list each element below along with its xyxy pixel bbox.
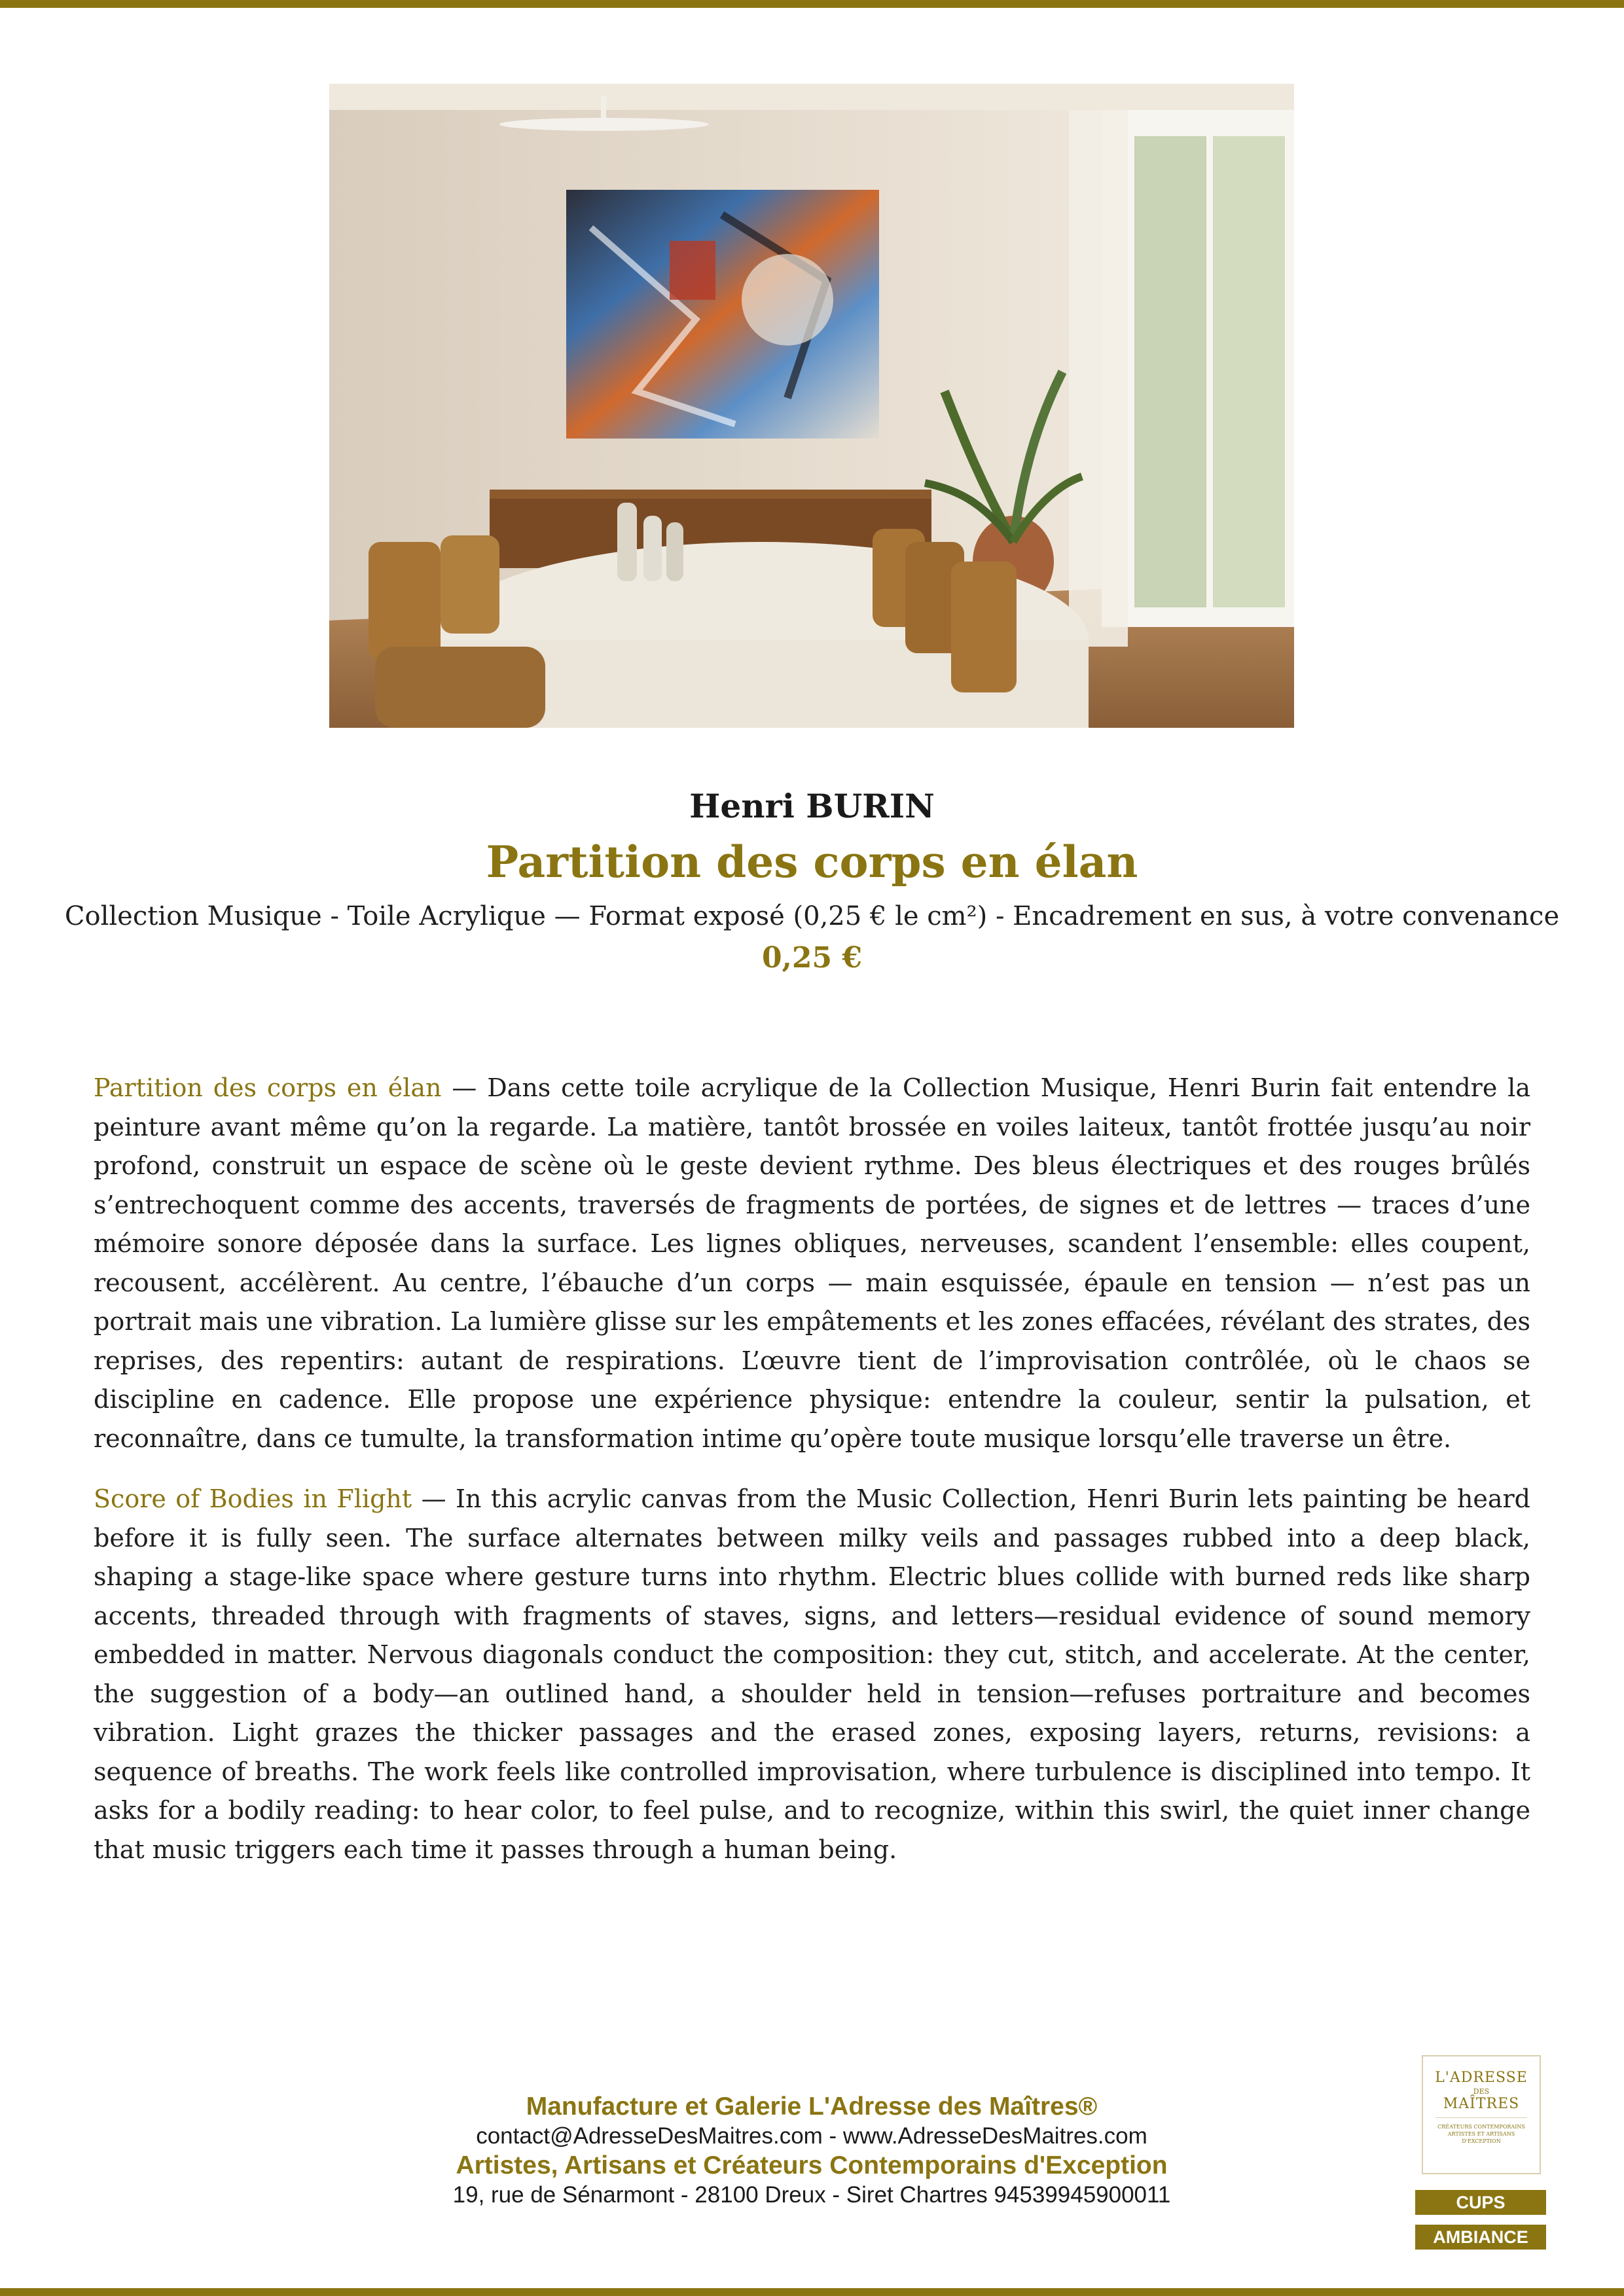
artwork-title: Partition des corps en élan (486, 836, 1138, 888)
footer-company: Manufacture et Galerie L'Adresse des Maîtres® (526, 2092, 1098, 2121)
logo-line-1: L'ADRESSE (1435, 2070, 1528, 2086)
artwork-description (94, 1069, 1530, 1891)
logo-line-3: MAÎTRES (1443, 2096, 1520, 2112)
tag-ambiance[interactable]: AMBIANCE (1415, 2225, 1546, 2250)
footer (380, 2092, 1244, 2210)
logo-rule (1435, 2117, 1527, 2118)
english-text: — In this acrylic canvas from the Music Collection, Henri Burin lets painting be heard before it is fully seen. The surface alternates between milky veils and passages rubbed into a deep black, shaping a stage-like space where gesture turns into rhythm. Electric blues collide with burned reds like sharp accents, threaded through with fragments of staves, signs, and letters—residual evidence of sound memory embedded in matter. Nervous diagonals conduct the composition: they cut, stitch, and accelerate. At the center, the suggestion of a body—an outlined hand, a shoulder held in tension—refuses portraiture and becomes vibration. Light grazes the thicker passages and the erased zones, exposing layers, returns, revisions: a sequence of breaths. The work feels like controlled improvisation, where turbulence is disciplined into tempo. It asks for a bodily reading: to hear color, to feel pulse, and to recognize, within this swirl, the quiet inner change that music triggers each time it passes through a human being. (94, 1484, 1530, 1864)
french-text: — Dans cette toile acrylique de la Collection Musique, Henri Burin fait entendre la peinture avant même qu’on la regarde. La matière, tantôt brossée en voiles laiteux, tantôt frottée jusqu’au noir profond, construit un espace de scène où le geste devient rythme. Des bleus électriques et des rouges brûlés s’entrechoquent comme des accents, traversés de fragments de portées, de signes et de lettres — traces d’une mémoire sonore déposée dans la surface. Les lignes obliques, nerveuses, scandent l’ensemble: elles coupent, recousent, accélèrent. Au centre, l’ébauche d’un corps — main esquissée, épaule en tension — n’est pas un portrait mais une vibration. La lumière glisse sur les empâtements et les zones effacées, révélant des strates, des reprises, des repentirs: autant de respirations. L’œuvre tient de l’improvisation contrôlée, où le chaos se discipline en cadence. Elle propose une expérience physique: entendre la couleur, sentir la pulsation, et reconnaître, dans ce tumulte, la transformation intime qu’opère toute musique lorsqu’elle traverse un être. (94, 1073, 1530, 1453)
artwork-room-photo (329, 84, 1294, 728)
footer-contact: contact@AdresseDesMaitres.com - www.AdresseDesMaitres.com (476, 2123, 1147, 2149)
footer-tagline: Artistes, Artisans et Créateurs Contemporains d'Exception (456, 2151, 1168, 2179)
artist-name: Henri BURIN (689, 787, 935, 825)
logo-line-2: DES (1473, 2087, 1490, 2096)
english-lead: Score of Bodies in Flight (94, 1484, 412, 1513)
logo-line-4: CRÉATEURS CONTEMPORAINS ARTISTES ET ARTISANS D'EXCEPTION (1437, 2124, 1525, 2144)
artwork-price: 0,25 € (761, 941, 863, 975)
brand-logo (1422, 2055, 1541, 2174)
french-lead: Partition des corps en élan (94, 1073, 442, 1102)
top-border (0, 0, 1624, 8)
footer-address: 19, rue de Sénarmont - 28100 Dreux - Siret Chartres 94539945900011 (452, 2182, 1171, 2208)
description-english (94, 1480, 1530, 1869)
artwork-subtitle: Collection Musique - Toile Acrylique — Format exposé (0,25 € le cm²) - Encadrement en sus, à votre convenance (64, 901, 1560, 931)
description-french (94, 1069, 1530, 1458)
bottom-border (0, 2288, 1624, 2296)
artwork-header (0, 780, 1624, 979)
tag-cups[interactable]: CUPS (1415, 2190, 1546, 2215)
